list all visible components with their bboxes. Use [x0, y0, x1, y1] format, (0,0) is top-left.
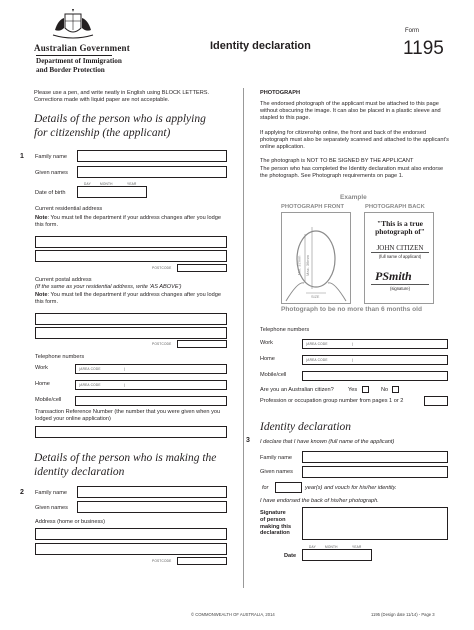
- declaration-date-label: Date: [284, 553, 297, 559]
- applicant-mobile-label: Mobile/cell: [35, 397, 62, 403]
- date-of-birth-label: Date of birth: [35, 190, 66, 196]
- identity-declare-text: I declare that I have known (full name of the applicant): [260, 439, 395, 445]
- declarant-postcode-input[interactable]: [177, 557, 227, 565]
- identity-family-name-input[interactable]: [302, 451, 448, 463]
- government-name: Australian Government: [34, 43, 130, 53]
- date-day-caption: DAY: [309, 545, 316, 549]
- column-divider: [243, 88, 244, 588]
- intro-line2: Corrections made with liquid paper are not acceptable.: [34, 97, 170, 103]
- postal-note-text: : You must tell the department if your address changes after you lodge this form.: [35, 292, 221, 305]
- signature-label-line1: Signature: [260, 510, 286, 516]
- declarant-home-label: Home: [260, 356, 275, 362]
- citizen-yes-checkbox[interactable]: [362, 386, 369, 393]
- declarant-work-label: Work: [260, 340, 273, 346]
- declarant-address-input-line1[interactable]: [35, 528, 227, 540]
- residential-postcode-input[interactable]: [177, 264, 227, 272]
- declarant-section-heading-line1: Details of the person who is making the: [34, 452, 217, 464]
- identity-years-text: year(s) and vouch for his/her identity.: [305, 485, 397, 491]
- dob-day-caption: DAY: [84, 182, 91, 186]
- department-name-line1: Department of Immigration: [36, 57, 122, 65]
- declarant-family-name-input[interactable]: [77, 486, 227, 498]
- signature-label-line3: making this: [260, 523, 292, 530]
- identity-endorsed-text: I have endorsed the back of his/her photograph.: [260, 498, 379, 504]
- applicant-mobile-input[interactable]: [75, 396, 227, 406]
- citizen-question: Are you an Australian citizen?: [260, 387, 334, 393]
- citizen-no-label: No: [381, 387, 389, 393]
- identity-for-label: for: [262, 485, 269, 491]
- residential-note-text: : You must tell the department if your address changes after you lodge this form.: [35, 215, 221, 228]
- profession-code-input[interactable]: [424, 396, 448, 406]
- postal-address-note: [35, 292, 230, 306]
- identity-given-names-label: Given names: [260, 469, 293, 475]
- photo-back-signature-caption: (signature): [389, 286, 410, 291]
- signature-label-line4: declaration: [260, 530, 290, 537]
- postal-postcode-input[interactable]: [177, 340, 227, 348]
- identity-family-name-label: Family name: [260, 455, 293, 461]
- identity-given-names-input[interactable]: [302, 466, 448, 478]
- residential-address-note: [35, 215, 230, 229]
- residential-address-label: Current residential address: [35, 206, 103, 212]
- government-crest-logo: [50, 8, 96, 42]
- identity-declaration-heading: Identity declaration: [260, 421, 352, 433]
- postal-same-hint: (If the same as your residential address, write 'AS ABOVE'): [35, 284, 182, 290]
- photo-min-dimension: Min. 32mm: [296, 255, 302, 276]
- form-number: 1195: [403, 38, 444, 59]
- intro-line1: Please use a pen, and write neatly in English using BLOCK LETTERS.: [34, 90, 210, 96]
- applicant-given-names-input[interactable]: [77, 166, 227, 178]
- citizen-yes-label: Yes: [348, 387, 358, 393]
- identity-years-input[interactable]: [275, 482, 302, 493]
- applicant-section-heading-line1: Details of the person who is applying: [34, 113, 206, 125]
- photo-front-example: [281, 212, 351, 304]
- citizen-no-checkbox[interactable]: [392, 386, 399, 393]
- postal-note-label: Note: [35, 292, 48, 298]
- signature-label: [260, 510, 291, 537]
- footer-copyright: © COMMONWEALTH OF AUSTRALIA, 2014: [191, 612, 275, 617]
- photo-max-dimension: Max. 36mm: [304, 255, 310, 276]
- photo-back-example: [364, 212, 434, 304]
- photograph-para1: The endorsed photograph of the applicant must be attached to this page without obscuring the image. It can also be placed in a plastic sleeve and stapled to this page.: [260, 101, 441, 121]
- question-number-1: 1: [20, 153, 24, 160]
- profession-question: Profession or occupation group number from pages 1 or 2: [260, 398, 404, 404]
- applicant-family-name-input[interactable]: [77, 150, 227, 162]
- postal-postcode-caption: POSTCODE: [152, 342, 172, 346]
- question-number-2: 2: [20, 489, 24, 496]
- dob-month-caption: MONTH: [100, 182, 113, 186]
- family-name-label: Family name: [35, 154, 68, 160]
- applicant-work-area-code: (AREA CODE: [79, 367, 101, 371]
- date-year-caption: YEAR: [352, 545, 362, 549]
- declaration-date-input[interactable]: [302, 549, 372, 561]
- postal-address-label: Current postal address: [35, 277, 92, 283]
- declarant-telephone-label: Telephone numbers: [260, 327, 310, 333]
- applicant-home-label: Home: [35, 381, 50, 387]
- question-number-3: 3: [246, 437, 250, 444]
- declarant-work-area-close: ): [352, 342, 354, 346]
- date-month-caption: MONTH: [325, 545, 338, 549]
- declarant-home-area-close: ): [352, 358, 354, 362]
- declarant-signature-field[interactable]: [302, 507, 448, 540]
- declarant-family-name-label: Family name: [35, 490, 68, 496]
- dob-year-caption: YEAR: [127, 182, 137, 186]
- applicant-section-heading-line2: for citizenship (the applicant): [34, 127, 171, 139]
- photo-back-sample-name: JOHN CITIZEN: [376, 244, 424, 252]
- trn-label: Transaction Reference Number (the number that you were given when you lodged your online application): [35, 409, 221, 422]
- photo-front-label: PHOTOGRAPH FRONT: [281, 204, 345, 210]
- photograph-para3: The person who has completed the Identity declaration must also endorse the photograph. See Photograph requirements on page 1.: [260, 166, 444, 179]
- postal-address-input-line2[interactable]: [35, 327, 227, 339]
- given-names-label: Given names: [35, 170, 68, 176]
- declarant-section-heading-line2: identity declaration: [34, 466, 125, 478]
- declarant-given-names-input[interactable]: [77, 501, 227, 513]
- declarant-address-label: Address (home or business): [35, 519, 105, 525]
- signature-label-line2: of person: [260, 516, 286, 523]
- page-title: Identity declaration: [210, 40, 311, 52]
- applicant-telephone-label: Telephone numbers: [35, 354, 85, 360]
- trn-input[interactable]: [35, 426, 227, 438]
- declarant-work-area-code: (AREA CODE: [306, 342, 328, 346]
- form-label: Form: [405, 28, 419, 34]
- photograph-not-signed: The photograph is NOT TO BE SIGNED BY THE APPLICANT: [260, 158, 414, 164]
- declarant-home-area-code: (AREA CODE: [306, 358, 328, 362]
- declarant-mobile-label: Mobile/cell: [260, 372, 287, 378]
- declarant-mobile-input[interactable]: [302, 371, 448, 381]
- department-name-line2: and Border Protection: [36, 66, 105, 74]
- photo-back-sample-signature: PSmith: [375, 269, 412, 283]
- example-label: Example: [340, 194, 367, 201]
- photo-back-signature-line: [371, 284, 429, 285]
- applicant-home-area-code: (AREA CODE: [79, 383, 101, 387]
- photo-size-label: SIZE: [311, 295, 320, 299]
- applicant-home-area-close: ): [124, 383, 126, 387]
- declarant-given-names-label: Given names: [35, 505, 68, 511]
- photo-back-label: PHOTOGRAPH BACK: [365, 204, 425, 210]
- applicant-work-area-close: ): [124, 367, 126, 371]
- photo-back-name-caption: (full name of applicant): [378, 254, 422, 259]
- note-label: Note: [35, 215, 48, 221]
- declarant-postcode-caption: POSTCODE: [152, 559, 172, 563]
- photo-back-name-line: [371, 252, 429, 253]
- residential-postcode-caption: POSTCODE: [152, 266, 172, 270]
- photo-age-note: Photograph to be no more than 6 months old: [281, 306, 423, 313]
- applicant-work-label: Work: [35, 365, 48, 371]
- applicant-dob-input[interactable]: [77, 186, 147, 198]
- postal-address-input-line1[interactable]: [35, 313, 227, 325]
- header-divider: [36, 55, 112, 56]
- photograph-para2: If applying for citizenship online, the front and back of the endorsed photograph must also be separately scanned and attached to the applicant's online application.: [260, 130, 449, 150]
- residential-address-input-line2[interactable]: [35, 250, 227, 262]
- photograph-heading: PHOTOGRAPH: [260, 90, 300, 96]
- photo-back-quote: "This is a true photograph of": [375, 219, 425, 236]
- footer-page-info: 1195 (Design date 11/14) - Page 3: [371, 612, 435, 617]
- residential-address-input-line1[interactable]: [35, 236, 227, 248]
- declarant-address-input-line2[interactable]: [35, 543, 227, 555]
